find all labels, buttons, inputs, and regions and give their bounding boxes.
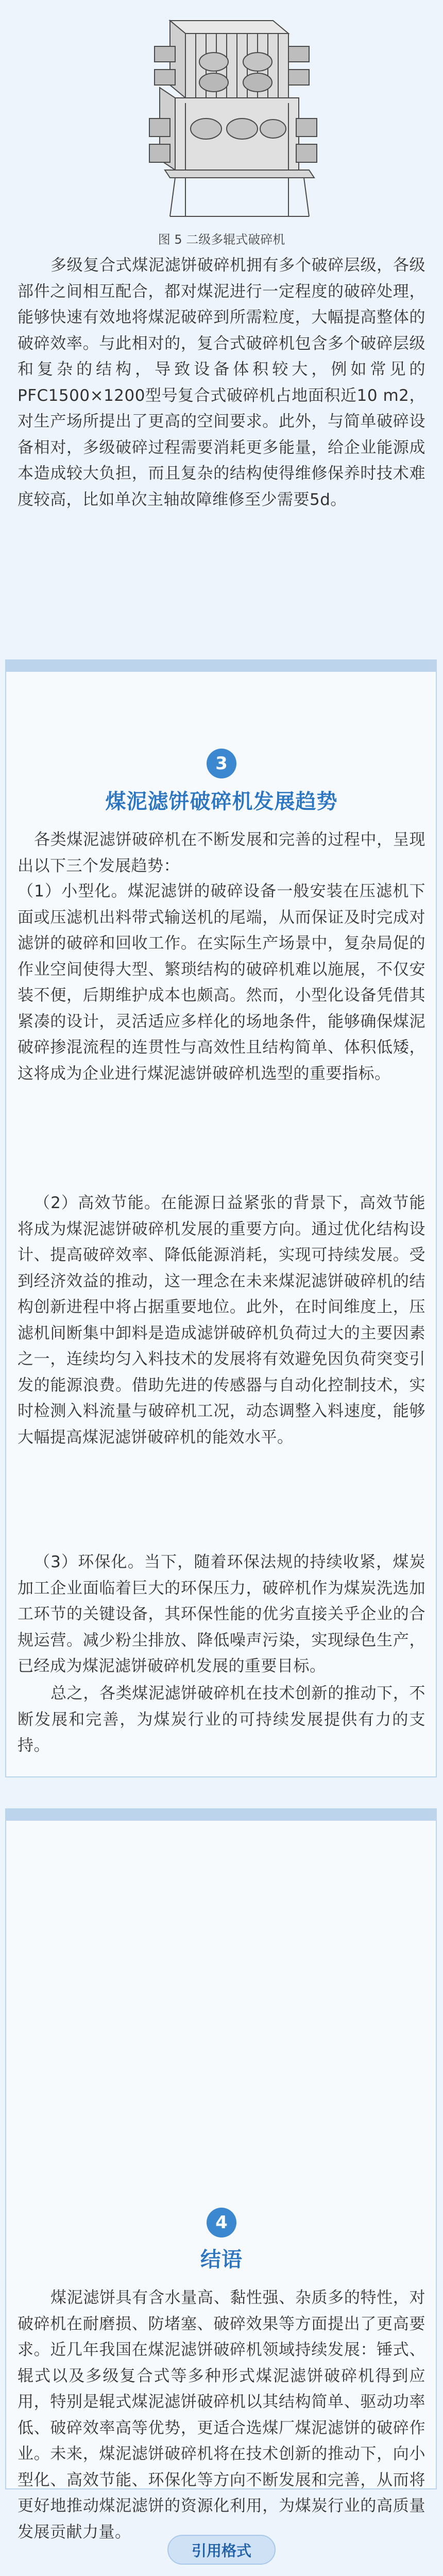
crusher-figure	[0, 0, 443, 227]
section4-title: 结语	[200, 2248, 243, 2272]
section3-number-badge: 3	[207, 749, 236, 778]
section3-summary: 总之，各类煤泥滤饼破碎机在技术创新的推动下，不断发展和完善，为煤炭行业的可持续发展提供有力的支持。	[18, 1684, 425, 1755]
paragraph-multistage: 多级复合式煤泥滤饼破碎机拥有多个破碎层级，各级部件之间相互配合，都对煤泥进行一定程度的破碎处理，能够快速有效地将煤泥破碎到所需粒度，大幅提高整体的破碎效率。与此相对的，复合式破碎机包含多个破碎层级和复杂的结构，导致设备体积较大，例如常见的PFC1500×1200型号复合式破碎机占地面积近10 m2，对生产场所提出了更高的空间要求。此外，与简单破碎设备相对，多级破碎过程需要消耗更多能量，给企业能源成本造成较大负担，而且复杂的结构使得维修保养时技术难度较高，比如单次主轴故障维修至少需要5d。	[18, 256, 425, 509]
section3-trend-efficiency: （2）高效节能。在能源日益紧张的背景下，高效节能将成为煤泥滤饼破碎机发展的重要方向。通过优化结构设计、提高破碎效率、降低能源消耗，实现可持续发展。受到经济效益的推动，这一理念在未来煤泥滤饼破碎机的结构创新进程中将占据重要地位。此外，在时间维度上，压滤机间断集中卸料是造成滤饼破碎机负荷过大的主要因素之一，连续均匀入料技术的发展将有效避免因负荷突变引发的能源浪费。借助先进的传感器与自动化控制技术，实时检测入料流量与破碎机工况，动态调整入料速度，能够大幅提高煤泥滤饼破碎机的能效水平。	[18, 1194, 425, 1447]
section3-trend-miniaturization: （1）小型化。煤泥滤饼的破碎设备一般安装在压滤机下面或压滤机出料带式输送机的尾端，从而保证及时完成对滤饼的破碎和回收工作。在实际生产场景中，复杂局促的作业空间使得大型、繁琐结构的破碎机难以施展，不仅安装不便，后期维护成本也颇高。然而，小型化设备凭借其紧凑的设计，灵活适应多样化的场地条件，能够确保煤泥破碎掺混流程的连贯性与高效性且结构简单、体积低矮，这将成为企业进行煤泥滤饼破碎机选型的重要指标。	[18, 882, 425, 1083]
section4-top-strip	[5, 1808, 437, 1820]
section3-title: 煤泥滤饼破碎机发展趋势	[105, 790, 338, 814]
section4-number-badge: 4	[207, 2208, 236, 2238]
section3-intro: 各类煤泥滤饼破碎机在不断发展和完善的过程中，呈现出以下三个发展趋势：	[18, 831, 425, 875]
section3-trend-environment: （3）环保化。当下，随着环保法规的持续收紧，煤炭加工企业面临着巨大的环保压力，破碎机作为煤炭洗选加工环节的关键设备，其环保性能的优劣直接关乎企业的合规运营。减少粉尘排放、降低噪声污染，实现绿色生产，已经成为煤泥滤饼破碎机发展的重要目标。	[18, 1553, 425, 1675]
citation-format-button[interactable]: 引用格式	[167, 2535, 276, 2565]
crusher-illustration	[0, 0, 443, 227]
section3-top-strip	[5, 659, 437, 671]
figure-caption: 图 5 二级多辊式破碎机	[158, 232, 285, 247]
section4-conclusion: 煤泥滤饼具有含水量高、黏性强、杂质多的特性，对破碎机在耐磨损、防堵塞、破碎效果等方面提出了更高要求。近几年我国在煤泥滤饼破碎机领域持续发展：锤式、辊式以及多级复合式等多种形式煤泥滤饼破碎机得到应用，特别是辊式煤泥滤饼破碎机以其结构简单、驱动功率低、破碎效率高等优势，更适合选煤厂煤泥滤饼的破碎作业。未来，煤泥滤饼破碎机将在技术创新的推动下，向小型化、高效节能、环保化等方向不断发展和完善，从而将更好地推动煤泥滤饼的资源化利用，为煤炭行业的高质量发展贡献力量。	[18, 2289, 425, 2541]
